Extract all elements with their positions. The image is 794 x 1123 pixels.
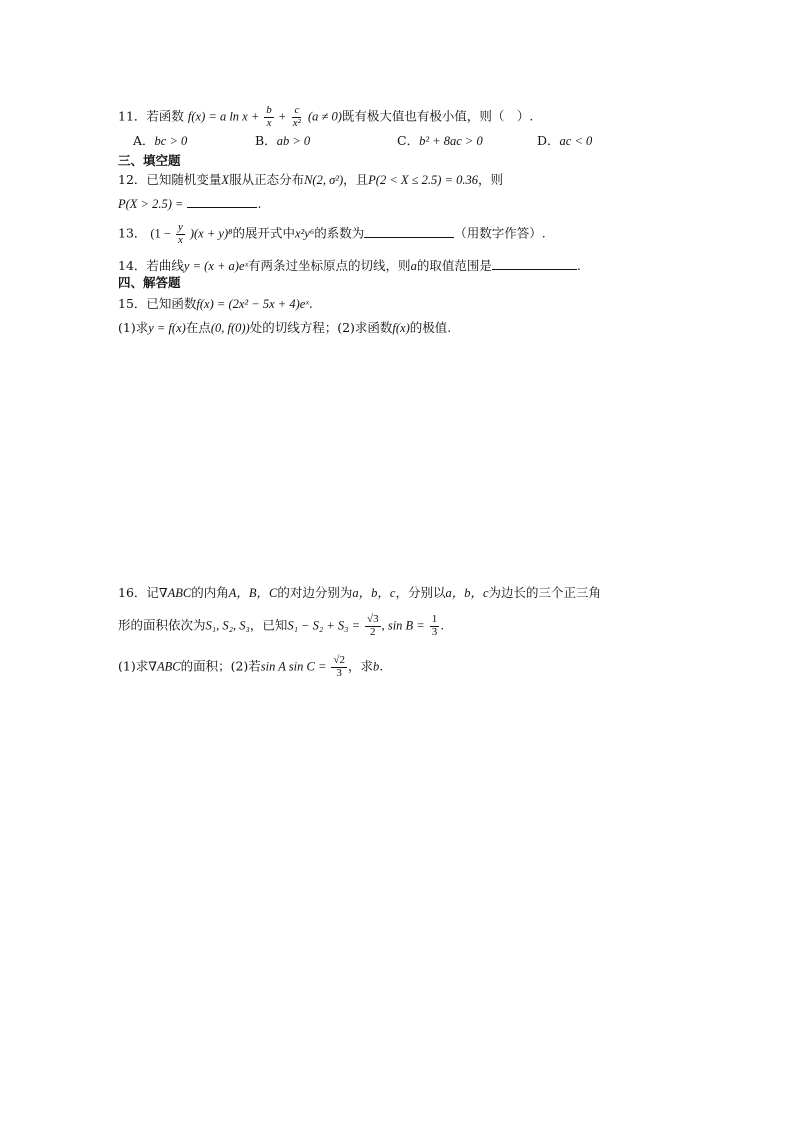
frac-numerator: √3 xyxy=(367,613,379,625)
q11-function: f(x) = a ln x + xyxy=(187,109,260,124)
q16-text: ，求 xyxy=(347,658,373,674)
q16-text: (1)求 xyxy=(118,658,149,674)
q15-text: 的极值. xyxy=(409,320,452,335)
q16-triangle: ∇ABC xyxy=(158,586,192,600)
answer-blank[interactable] xyxy=(364,226,454,238)
q16-fraction-sqrt2-over-3 xyxy=(331,655,347,679)
q16-fraction-sqrt3-over-2 xyxy=(365,614,381,638)
q15-text: (1)求 xyxy=(118,320,149,335)
q14-period: . xyxy=(576,258,581,273)
q16-text: 记 xyxy=(146,585,159,600)
q14-curve: y = (x + a)eˣ xyxy=(183,259,249,273)
q12-text: 服从正态分布 xyxy=(229,172,305,187)
q13-fraction-y-over-x xyxy=(176,222,185,246)
q11-plus: + xyxy=(278,109,286,124)
q16-variable: b xyxy=(372,659,380,674)
q15-expression: y = f(x) xyxy=(148,321,186,335)
frac-numerator: y xyxy=(177,221,183,233)
frac-denominator: 2 xyxy=(370,625,376,638)
frac-denominator: x xyxy=(266,116,272,129)
q13-number: 13． xyxy=(118,225,147,241)
frac-denominator: 3 xyxy=(431,625,438,638)
q16-areas: S₁, S₂, S₃ xyxy=(205,618,250,633)
q13-text: 的系数为 xyxy=(314,225,365,241)
q12-period: . xyxy=(257,196,262,211)
q14-variable: a xyxy=(410,259,417,273)
q12-variable: X xyxy=(221,173,230,187)
q16-period: . xyxy=(440,617,445,633)
q16-text: 的面积；(2)若 xyxy=(180,658,261,674)
q16-text: 形的面积依次为 xyxy=(118,617,206,633)
q15-function: f(x) = (2x² − 5x + 4)eˣ xyxy=(196,297,309,311)
frac-numerator: c xyxy=(294,104,300,116)
q13-expression-open: (1 − xyxy=(150,226,171,241)
q15-text: 处的切线方程；(2)求函数 xyxy=(249,320,393,335)
q15-period: . xyxy=(308,296,313,311)
answer-blank[interactable] xyxy=(187,196,257,208)
frac-numerator: 1 xyxy=(431,613,438,625)
frac-denominator: x² xyxy=(292,116,301,129)
q16-text: 的对边分别为 xyxy=(277,585,353,600)
q11-tail: 既有极大值也有极小值，则（ ）. xyxy=(341,108,534,124)
q11-option-c xyxy=(397,135,537,148)
q16-text: 为边长的三个正三角 xyxy=(488,585,602,600)
q14-text: 的取值范围是 xyxy=(416,258,492,273)
q14-number: 14． xyxy=(118,258,147,273)
q16-text: 的内角 xyxy=(191,585,229,600)
q12-text: ，则 xyxy=(478,172,504,187)
q12-stem xyxy=(118,174,503,187)
section-heading-solutions: 四、解答题 xyxy=(118,275,181,290)
q11-options xyxy=(133,135,592,148)
q16-sin-product: sin A sin C = xyxy=(260,659,327,674)
q13-text: （用数字作答）. xyxy=(454,225,546,241)
frac-denominator: x xyxy=(177,233,183,246)
option-label: D． xyxy=(537,133,560,148)
option-expression: ac < 0 xyxy=(559,134,593,148)
q11-fraction-c-over-x2 xyxy=(291,105,303,129)
q11-option-b xyxy=(255,135,397,148)
q13-stem xyxy=(118,222,546,246)
q11-lead: 若函数 xyxy=(146,108,184,124)
q16-sides: a，b，c xyxy=(352,586,396,600)
q14-text: 若曲线 xyxy=(146,258,184,273)
q16-fraction-1-over-3 xyxy=(430,614,440,638)
q16-equation: S₁ − S₂ + S₃ = xyxy=(287,618,361,633)
q11-stem xyxy=(118,105,533,129)
option-label: B． xyxy=(255,133,277,148)
q12-text: ，且 xyxy=(343,172,369,187)
q11-fraction-b-over-x xyxy=(264,105,274,129)
q16-text: ，分别以 xyxy=(395,585,446,600)
option-label: A． xyxy=(133,133,155,148)
q15-stem xyxy=(118,298,313,311)
q16-sinb: , sin B = xyxy=(381,618,425,633)
q16-stem-line2 xyxy=(118,614,444,638)
frac-numerator: √2 xyxy=(333,654,345,666)
q12-text: 已知随机变量 xyxy=(146,172,222,187)
q16-sides: a，b，c xyxy=(445,586,489,600)
q12-ask: P(X > 2.5) = xyxy=(118,197,184,211)
q15-text: 已知函数 xyxy=(146,296,197,311)
q15-point: (0, f(0)) xyxy=(210,321,250,335)
q15-text: 在点 xyxy=(185,320,211,335)
q16-triangle: ∇ABC xyxy=(148,659,181,674)
q14-text: 有两条过坐标原点的切线，则 xyxy=(248,258,411,273)
section-heading-fill-in: 三、填空题 xyxy=(118,153,181,168)
frac-denominator: 3 xyxy=(336,666,342,679)
option-label: C． xyxy=(397,133,420,148)
q16-number: 16． xyxy=(118,585,147,600)
q16-subquestions xyxy=(118,655,383,679)
q11-option-d xyxy=(537,135,592,148)
frac-numerator: b xyxy=(266,104,272,116)
q13-term: x²y⁶ xyxy=(294,226,315,241)
option-expression: bc > 0 xyxy=(154,134,188,148)
answer-blank[interactable] xyxy=(492,258,577,270)
q15-subquestions xyxy=(118,322,451,335)
q11-number: 11． xyxy=(118,108,147,124)
q11-option-a xyxy=(133,135,255,148)
q15-expression: f(x) xyxy=(392,321,410,335)
q12-distribution: N(2, σ²) xyxy=(304,173,344,187)
q11-condition: (a ≠ 0) xyxy=(307,109,342,124)
q16-period: . xyxy=(379,658,384,674)
q16-angles: A，B，C xyxy=(228,586,278,600)
q15-number: 15． xyxy=(118,296,147,311)
option-expression: ab > 0 xyxy=(276,134,311,148)
q12-probability: P(2 < X ≤ 2.5) = 0.36 xyxy=(368,173,478,187)
q13-expression-rest: )(x + y)⁸ xyxy=(189,226,233,241)
q12-question xyxy=(118,196,261,211)
q13-text: 的展开式中 xyxy=(232,225,295,241)
q14-stem xyxy=(118,258,581,273)
q16-stem-line1 xyxy=(118,587,601,600)
q12-number: 12． xyxy=(118,172,147,187)
q16-text: ，已知 xyxy=(249,617,288,633)
option-expression: b² + 8ac > 0 xyxy=(419,134,483,148)
